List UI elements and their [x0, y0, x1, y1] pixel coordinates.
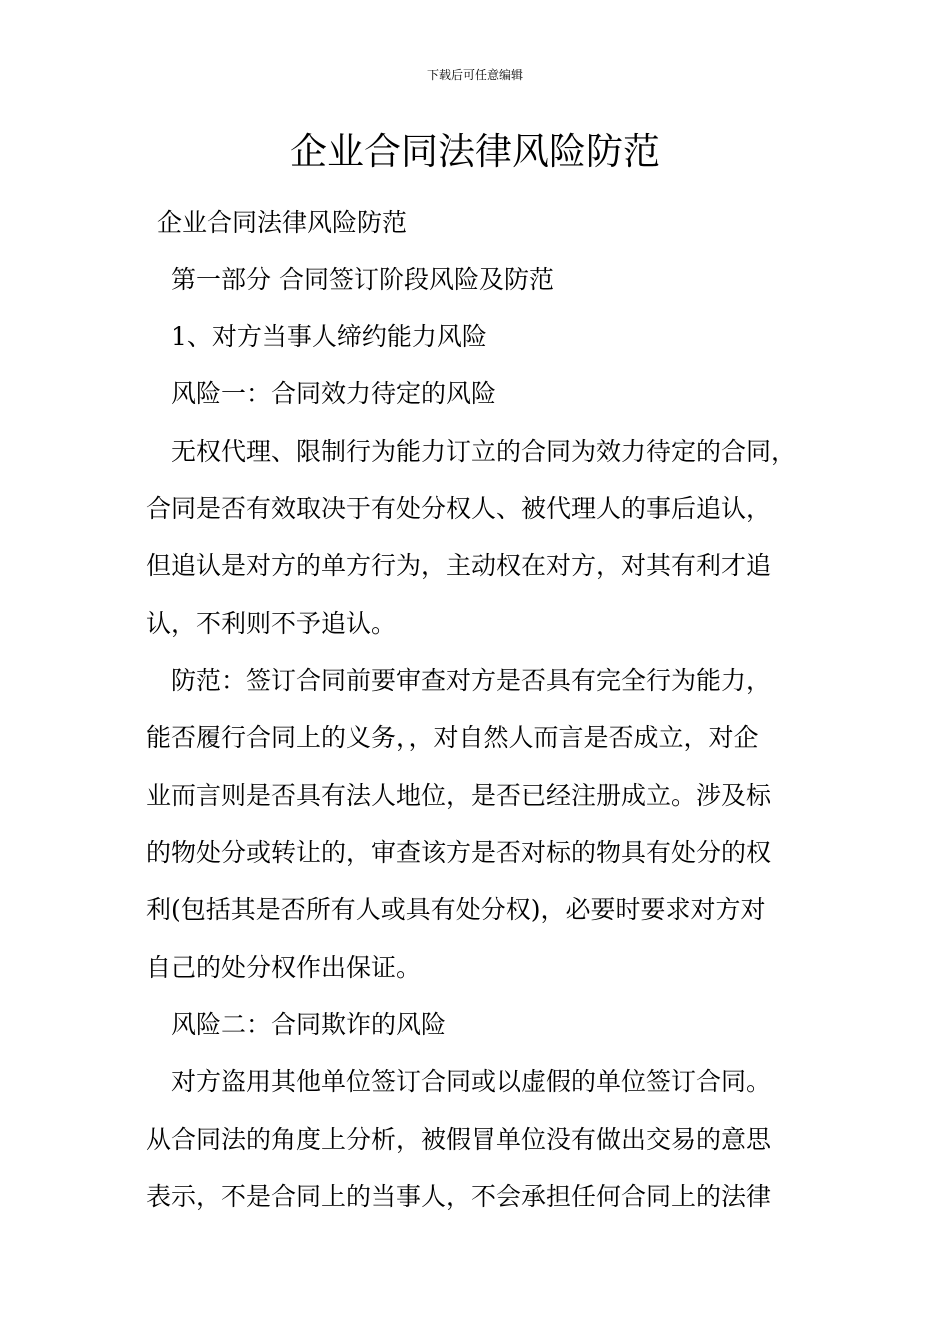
paragraph-line: 自己的处分权作出保证。	[146, 953, 422, 982]
paragraph-line: 表示，不是合同上的当事人，不会承担任何合同上的法律	[146, 1182, 772, 1211]
paragraph-line: 业而言则是否具有法人地位，是否已经注册成立。涉及标	[146, 781, 772, 810]
paragraph-line: 但追认是对方的单方行为，主动权在对方，对其有利才追	[146, 551, 772, 580]
risk-heading-1: 风险一：合同效力待定的风险	[171, 379, 497, 408]
subtitle: 企业合同法律风险防范	[157, 208, 408, 237]
paragraph-line: 对方盗用其他单位签订合同或以虚假的单位签订合同。	[171, 1067, 772, 1096]
paragraph-line: 认，不利则不予追认。	[146, 609, 397, 638]
paragraph-line: 无权代理、限制行为能力订立的合同为效力待定的合同，	[171, 437, 797, 466]
paragraph-line: 从合同法的角度上分析，被假冒单位没有做出交易的意思	[146, 1125, 772, 1154]
section-heading: 1、对方当事人缔约能力风险	[171, 322, 487, 351]
header-note: 下载后可任意编辑	[426, 68, 523, 82]
document-title: 企业合同法律风险防范	[290, 130, 660, 173]
risk-heading-2: 风险二：合同欺诈的风险	[171, 1010, 447, 1039]
paragraph-line: 合同是否有效取决于有处分权人、被代理人的事后追认，	[146, 494, 772, 523]
paragraph-line: 防范：签订合同前要审查对方是否具有完全行为能力，	[171, 666, 772, 695]
paragraph-line: 能否履行合同上的义务，，对自然人而言是否成立，对企	[146, 723, 759, 752]
part-heading: 第一部分 合同签订阶段风险及防范	[171, 265, 554, 294]
paragraph-line: 的物处分或转让的，审查该方是否对标的物具有处分的权	[146, 838, 772, 867]
paragraph-line: 利(包括其是否所有人或具有处分权)，必要时要求对方对	[146, 895, 766, 924]
